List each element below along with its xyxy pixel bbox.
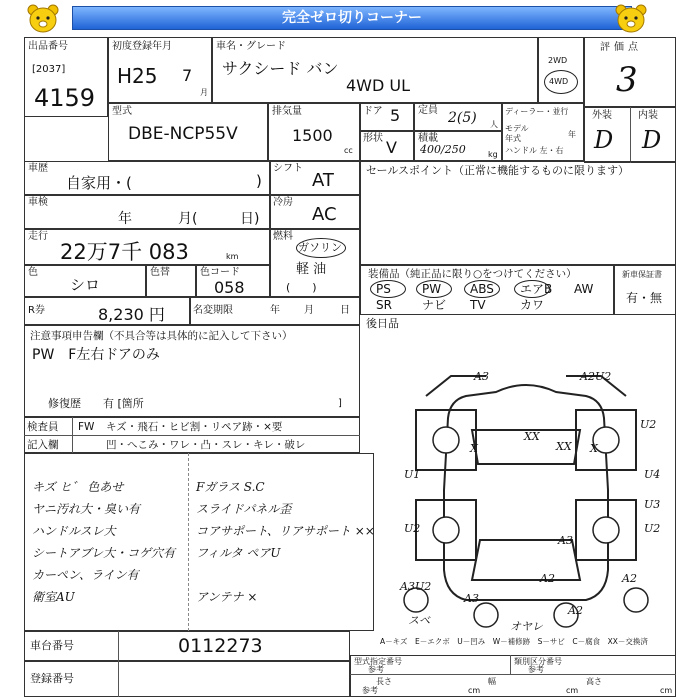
fuel-label: 燃料 xyxy=(273,231,293,242)
repair-close: ] xyxy=(338,398,342,409)
mileage-unit: km xyxy=(226,252,239,261)
equipment-item-r1-1: PW xyxy=(422,282,442,296)
entry-codes: 凹・へこみ・ワレ・凸・スレ・キレ・破レ xyxy=(106,439,306,451)
height-unit: cm xyxy=(660,686,673,695)
color-change-label: 色替 xyxy=(150,267,170,278)
diagram-mark-5: X xyxy=(470,442,478,455)
load-value: 400/250 xyxy=(420,143,466,156)
color-code-value: 058 xyxy=(214,278,245,297)
name-change-label: 名変期限 xyxy=(193,305,233,316)
score-label: 評価点 xyxy=(600,42,642,53)
use-close: ) xyxy=(256,172,262,190)
color-value: シロ xyxy=(70,276,101,294)
ac-label: 冷房 xyxy=(273,197,293,208)
diagram-mark-2: U2 xyxy=(640,418,657,431)
rear-seat-label: 後日品 xyxy=(366,317,399,330)
diagram-mark-15: A3U2 xyxy=(400,580,432,593)
color-code-label: 色コード xyxy=(200,267,240,278)
drive-label: 2WD xyxy=(548,56,568,65)
type-label: 型式指定番号 xyxy=(354,657,402,666)
use-label: 車歴 xyxy=(28,163,48,174)
car-name-value: サクシード バン xyxy=(222,59,339,78)
lot-number: 4159 xyxy=(34,84,96,112)
use-box xyxy=(24,161,270,195)
ac-value: AC xyxy=(312,204,337,225)
diagram-mark-6: X xyxy=(590,442,598,455)
height-label: 高さ xyxy=(586,677,602,686)
diagram-mark-0: A3 xyxy=(474,370,489,383)
equipment-item-r1-circle-2 xyxy=(464,280,500,298)
doors-value: 5 xyxy=(390,106,401,125)
reg-label: 登録番号 xyxy=(30,672,74,685)
notes-label: 注意事項申告欄（不具合等は具体的に記入して下さい） xyxy=(30,330,293,342)
remark-left-line-3: シートアブレ大・コゲ穴有 xyxy=(32,546,176,560)
recycle-value: 8,230 円 xyxy=(98,305,165,324)
load-unit: kg xyxy=(488,150,498,159)
length-unit: cm xyxy=(468,686,481,695)
diagram-mark-14: A2 xyxy=(622,572,637,585)
diagram-mark-13: A2 xyxy=(540,572,555,585)
remark-left-line-2: ハンドルスレ大 xyxy=(32,524,116,538)
diagram-mark-19: スベ xyxy=(408,614,430,627)
shape-value: V xyxy=(386,138,397,157)
equipment-item-r2-3: カワ xyxy=(520,298,545,312)
ext-value: D xyxy=(594,126,614,154)
inspector-fw: FW xyxy=(78,421,95,433)
capacity-label: 定員 xyxy=(418,105,438,116)
diagram-mark-1: A2U2 xyxy=(580,370,612,383)
diagram-mark-10: U2 xyxy=(404,522,421,535)
equipment-item-r2-2: TV xyxy=(470,298,486,312)
remark-left-line-5: 衛室AU xyxy=(32,590,75,604)
inspector-label: 検査員 xyxy=(27,421,59,433)
drive-value: 4WD xyxy=(549,77,569,86)
width-label: 幅 xyxy=(488,677,496,686)
inspection-day: 日) xyxy=(240,211,260,227)
fuel-diesel: 軽 油 xyxy=(296,262,327,277)
diagram-mark-12: A3 xyxy=(558,534,573,547)
remark-right-line-1: スライドパネル歪 xyxy=(196,502,292,516)
inspection-year: 年 xyxy=(118,211,132,227)
length-label: 長さ xyxy=(376,677,392,686)
use-value: 自家用・( xyxy=(66,174,132,192)
warranty-label: 新車保証書 xyxy=(622,270,662,279)
score-divider xyxy=(630,107,631,163)
diagram-mark-3: XX xyxy=(524,430,540,443)
int-value: D xyxy=(642,126,662,154)
diagram-mark-17: A2 xyxy=(568,604,583,617)
remark-right-line-2: コアサポート、リアサポート ×× xyxy=(196,524,375,538)
chassis-label: 車台番号 xyxy=(30,639,74,652)
name-change-day: 日 xyxy=(340,305,350,316)
mileage-value: 22万7千 083 xyxy=(60,240,189,264)
repair-label: 修復歴 有 [箇所 xyxy=(48,397,144,410)
name-change-year: 年 xyxy=(270,305,280,316)
equipment-item-r1-circle-1 xyxy=(416,280,452,298)
fuel-gas: ガソリン xyxy=(298,241,342,254)
score-value: 3 xyxy=(616,60,638,100)
name-change-month: 月 xyxy=(304,305,314,316)
inspector-col-divider xyxy=(72,417,73,453)
inspection-month: 月( xyxy=(178,211,198,227)
inspector-codes: キズ・飛石・ヒビ割・リペア跡・×要 xyxy=(106,421,283,433)
dealer-label: ディーラー・並行 xyxy=(505,107,569,116)
remark-left-line-0: キズ ヒ゛ 色あせ xyxy=(32,480,124,494)
equipment-label: 装備品（純正品に限り○をつけてください） xyxy=(368,268,577,280)
bear-mascot-right-icon xyxy=(612,2,650,38)
model-year-label: モデル 年式 xyxy=(505,124,529,143)
shift-value: AT xyxy=(312,170,334,191)
capacity-unit: 人 xyxy=(490,120,498,129)
remark-right-line-3: フィルタ ペアU xyxy=(196,546,281,560)
diagram-mark-9: U3 xyxy=(644,498,661,511)
lot-label: 出品番号 xyxy=(28,41,68,52)
chassis-divider xyxy=(118,631,119,661)
legend-text: A－キズ E－エクボ U－凹み W－補修跡 S－サビ C－腐食 XX－交換済 xyxy=(380,637,648,646)
bottom-spec-divider xyxy=(350,674,676,675)
banner-title: 完全ゼロ切りコーナー xyxy=(72,6,632,30)
diagram-mark-7: U1 xyxy=(404,468,421,481)
diagram-mark-8: U4 xyxy=(644,468,661,481)
notes-value: PW F左右ドアのみ xyxy=(32,347,160,363)
equipment-item-r1-circle-3 xyxy=(514,280,553,298)
remark-right-line-0: Fガラス S.C xyxy=(196,480,265,494)
diagram-mark-11: U2 xyxy=(644,522,661,535)
first-reg-label: 初度登録年月 xyxy=(112,41,172,52)
equipment-item-r1-2: ABS xyxy=(470,282,494,296)
equipment-item-r2-1: ナビ xyxy=(422,298,447,312)
car-grade-value: 4WD UL xyxy=(346,76,411,95)
capacity-value: 2(5) xyxy=(448,110,477,126)
bear-mascot-left-icon xyxy=(24,2,62,38)
bottom-spec-mid xyxy=(510,655,511,674)
shape-label: 形状 xyxy=(363,133,383,144)
shift-label: シフト xyxy=(273,163,303,174)
first-reg-month: 7 xyxy=(182,66,193,85)
model-label: 型式 xyxy=(112,106,132,117)
displacement-value: 1500 xyxy=(292,126,333,145)
equipment-item-r1-circle-0 xyxy=(370,280,406,298)
reg-divider xyxy=(118,661,119,697)
inspector-divider xyxy=(24,435,360,436)
color-label: 色 xyxy=(28,267,38,278)
equipment-item-r1-0: PS xyxy=(376,282,391,296)
remark-left-line-1: ヤニ汚れ大・臭い有 xyxy=(32,502,141,516)
remark-left-line-4: カーペン、ライン有 xyxy=(32,568,139,582)
model-year-unit: 年 xyxy=(568,130,576,139)
equipment-item-r1-3: エアB xyxy=(520,282,553,296)
car-name-label: 車名・グレード xyxy=(216,41,286,52)
recycle-label: R券 xyxy=(28,305,45,316)
sales-point-label: セールスポイント（正常に機能するものに限ります） xyxy=(366,164,630,177)
handle-label: ハンドル 左・右 xyxy=(505,146,564,155)
entry-label: 記入欄 xyxy=(27,439,59,451)
dims-ref: 参考 xyxy=(362,686,378,695)
remarks-divider xyxy=(188,453,189,631)
chassis-value: 0112273 xyxy=(178,635,263,657)
class-ref: 参考 xyxy=(528,665,544,674)
ext-label: 外装 xyxy=(592,110,612,121)
lot-sub: [2037] xyxy=(32,64,66,75)
displacement-unit: cc xyxy=(344,146,353,155)
diagram-mark-18: オヤレ xyxy=(510,620,543,633)
equipment-item-r2-0: SR xyxy=(376,298,392,312)
equipment-item-r1-4: AW xyxy=(574,282,594,296)
inspection-box xyxy=(24,195,270,229)
remark-right-line-5: アンテナ × xyxy=(196,590,258,604)
doors-label: ドア xyxy=(363,106,383,117)
fuel-paren: ( ) xyxy=(286,281,317,294)
class-label: 類別区分番号 xyxy=(514,657,562,666)
type-ref: 参考 xyxy=(368,665,384,674)
load-label: 積載 xyxy=(418,133,438,144)
warranty-value: 有・無 xyxy=(626,291,663,305)
diagram-mark-16: A3 xyxy=(464,592,479,605)
int-label: 内装 xyxy=(638,110,658,121)
model-value: DBE-NCP55V xyxy=(128,124,238,144)
displacement-label: 排気量 xyxy=(272,106,302,117)
first-reg-month-unit: 月 xyxy=(200,88,208,97)
width-unit: cm xyxy=(566,686,579,695)
first-reg-year: H25 xyxy=(117,64,158,88)
inspection-label: 車検 xyxy=(28,197,48,208)
diagram-mark-4: XX xyxy=(556,440,572,453)
mileage-label: 走行 xyxy=(28,231,48,242)
